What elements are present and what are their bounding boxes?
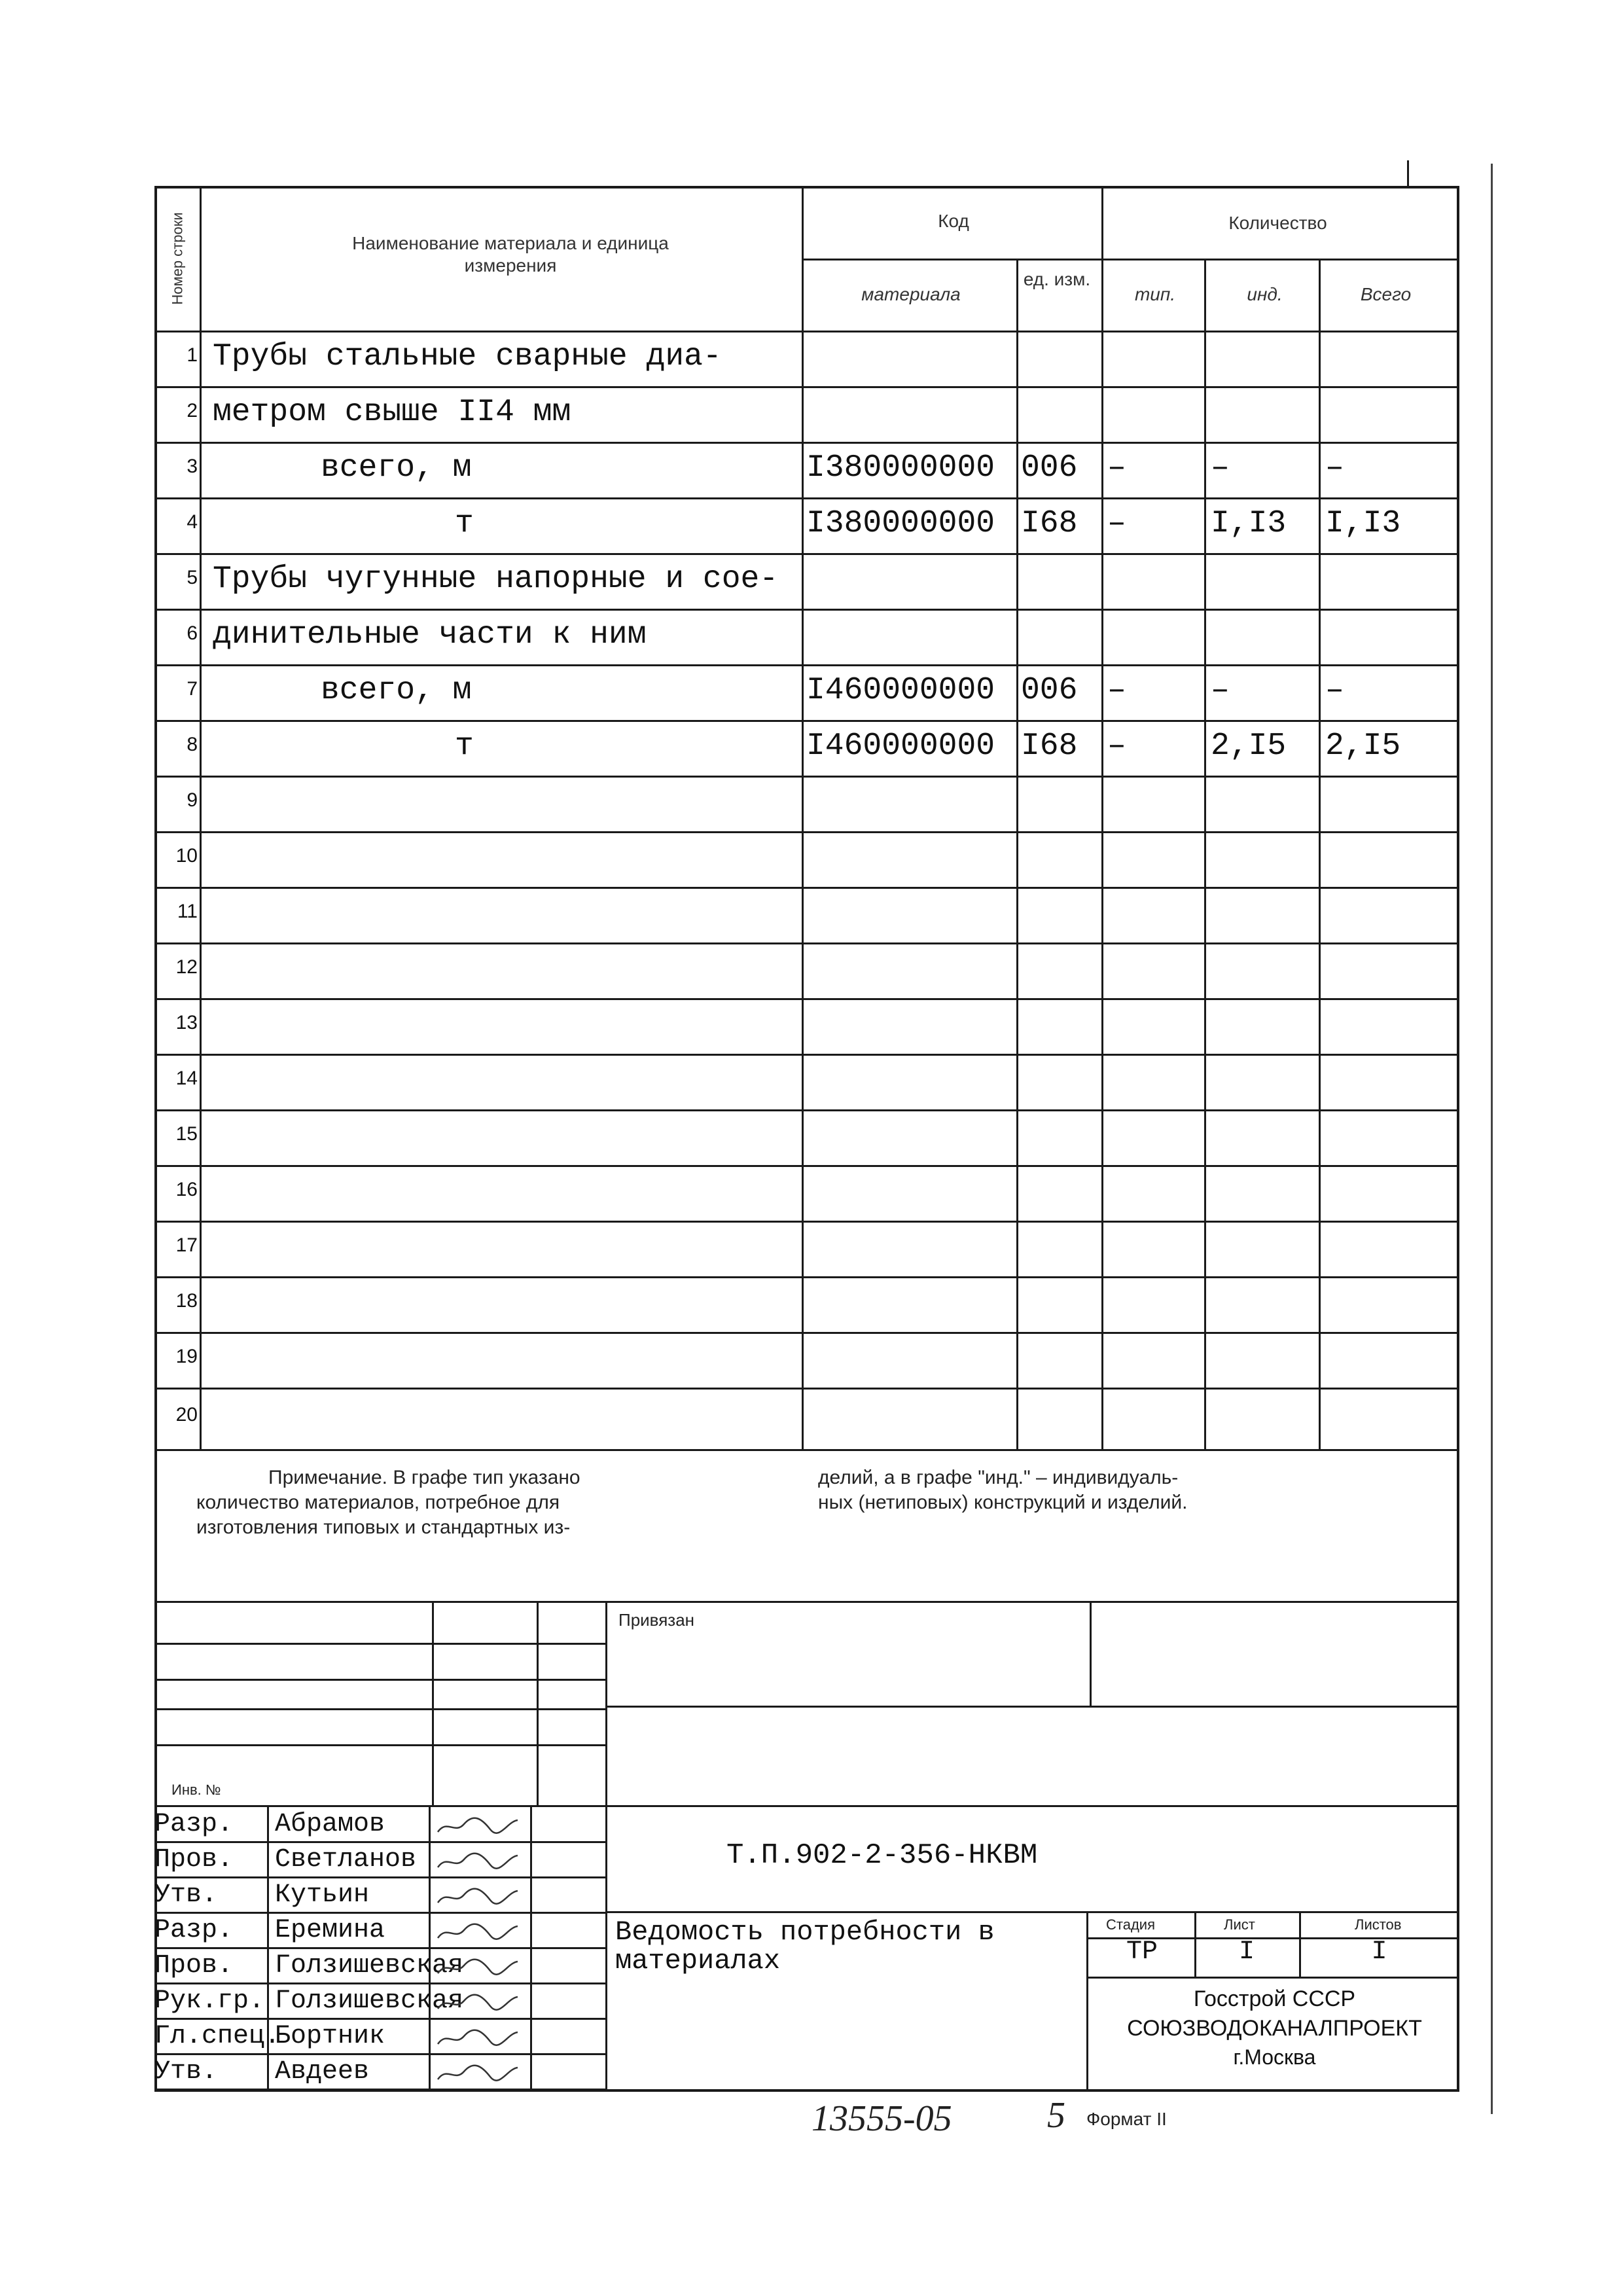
row-divider: [154, 1165, 1459, 1167]
handwritten-signature: [435, 1956, 520, 1979]
stamp-v-2: [537, 1601, 539, 1805]
col-line-6: [1319, 259, 1321, 1449]
qty-typ: –: [1107, 505, 1126, 541]
header-mid-line: [802, 259, 1459, 260]
row-divider: [154, 609, 1459, 611]
right-margin-line: [1491, 164, 1493, 2114]
stamp-top-line: [154, 1601, 1459, 1603]
row-divider: [154, 1221, 1459, 1223]
handwritten-signature: [435, 1850, 520, 1873]
unit-code: 006: [1021, 672, 1078, 708]
signature-person: Голзишевская: [275, 1986, 464, 2016]
row-number: 19: [175, 1345, 198, 1367]
signature-row-divider: [154, 2018, 606, 2020]
header-row-no: Номер строки: [169, 212, 187, 305]
qty-all: –: [1325, 450, 1344, 486]
handwritten-signature: [435, 1886, 520, 1908]
stamp-v-1: [432, 1601, 434, 1805]
stamp-h-f: [154, 1805, 1459, 1807]
row-number: 7: [187, 677, 198, 700]
row-number: 10: [175, 844, 198, 867]
header-qty-all: Всего: [1360, 284, 1412, 304]
signature-role: Разр.: [154, 1810, 234, 1839]
qty-typ: –: [1107, 450, 1126, 486]
row-number: 16: [175, 1178, 198, 1200]
qty-all: 2,I5: [1325, 728, 1401, 764]
row-divider: [154, 386, 1459, 388]
signature-row-divider: [154, 1912, 606, 1914]
sheet-value: I: [1238, 1937, 1255, 1967]
material-code: I380000000: [806, 450, 995, 486]
row-number: 12: [175, 956, 198, 978]
row-number: 2: [187, 399, 198, 422]
signature-role: Утв.: [154, 2057, 218, 2087]
org-line-2: СОЮЗВОДОКАНАЛПРОЕКТ: [1127, 2016, 1422, 2041]
signature-person: Кутьин: [275, 1880, 370, 1910]
material-code: I460000000: [806, 672, 995, 708]
header-qty-group: Количество: [1228, 213, 1327, 233]
qty-typ: –: [1107, 728, 1126, 764]
stamp-h-b: [154, 1679, 606, 1681]
unit-code: 006: [1021, 450, 1078, 486]
header-code-material: материала: [861, 284, 961, 304]
material-code: I380000000: [806, 505, 995, 541]
material-name: т: [455, 728, 474, 764]
note-left-1: Примечание. В графе тип указано: [268, 1467, 580, 1488]
signature-row-divider: [154, 1876, 606, 1878]
qty-ind: –: [1211, 450, 1230, 486]
row-number: 1: [187, 344, 198, 366]
row-divider: [154, 776, 1459, 778]
signature-role: Гл.спец.: [154, 2022, 281, 2051]
signature-role: Рук.гр.: [154, 1986, 265, 2016]
top-tick: [1407, 160, 1409, 187]
stamp-h-a: [154, 1643, 606, 1645]
row-divider: [154, 831, 1459, 833]
org-line-1: Госстрой СССР: [1193, 1986, 1356, 2011]
note-left-2: количество материалов, потребное для: [196, 1492, 560, 1513]
stamp-h-e: [154, 1744, 606, 1746]
col-line-5: [1204, 259, 1206, 1449]
col-line-3: [1016, 259, 1018, 1449]
note-right-2: ных (нетиповых) конструкций и изделий.: [818, 1492, 1188, 1513]
code-bottom-line: [605, 1911, 1459, 1913]
stamp-v-4: [1090, 1601, 1092, 1706]
qty-ind: –: [1211, 672, 1230, 708]
row-number: 14: [175, 1067, 198, 1089]
handwritten-signature: [435, 2027, 520, 2049]
handwritten-signature: [435, 1992, 520, 2014]
material-name: всего, м: [321, 450, 472, 486]
inv-no-label: Инв. №: [171, 1782, 221, 1798]
org-line-3: г.Москва: [1233, 2045, 1316, 2069]
signature-row-divider: [154, 1947, 606, 1949]
header-name-col: Наименование материала и единица измерения: [352, 233, 669, 276]
row-divider: [154, 664, 1459, 666]
material-code: I460000000: [806, 728, 995, 764]
row-number: 18: [175, 1289, 198, 1312]
row-divider: [154, 942, 1459, 944]
row-divider: [154, 497, 1459, 499]
row-divider: [154, 1109, 1459, 1111]
qty-all: –: [1325, 672, 1344, 708]
qty-typ: –: [1107, 672, 1126, 708]
signature-person: Голзишевская: [275, 1951, 464, 1981]
header-qty-ind: инд.: [1247, 284, 1283, 304]
material-name: метром свыше II4 мм: [213, 394, 571, 430]
row-divider: [154, 1388, 1459, 1390]
row-divider: [154, 1276, 1459, 1278]
material-name: всего, м: [321, 672, 472, 708]
row-divider: [154, 887, 1459, 889]
stamp-h-c: [154, 1708, 606, 1710]
signature-row-divider: [154, 1841, 606, 1843]
header-bottom-line: [154, 331, 1459, 332]
row-number: 3: [187, 455, 198, 477]
signature-row-divider: [154, 2053, 606, 2055]
signature-row-divider: [154, 1982, 606, 1984]
row-number: 5: [187, 566, 198, 588]
note-left-3: изготовления типовых и стандартных из-: [196, 1516, 571, 1538]
doc-code: Т.П.902-2-356-НКВМ: [726, 1839, 1038, 1872]
material-name: Трубы чугунные напорные и сое-: [213, 561, 779, 597]
row-number: 15: [175, 1122, 198, 1145]
sheets-label: Листов: [1355, 1916, 1402, 1933]
signature-row-divider: [154, 2089, 606, 2090]
col-line-1: [200, 186, 202, 1449]
signature-role: Пров.: [154, 1951, 234, 1981]
qty-all: I,I3: [1325, 505, 1401, 541]
archive-number: 13555-05: [812, 2098, 952, 2139]
stage-h-2: [1086, 1977, 1459, 1979]
note-right-1: делий, а в графе "инд." – индивидуаль-: [818, 1467, 1179, 1488]
sheet-label: Лист: [1224, 1916, 1255, 1933]
privyazan-label: Привязан: [618, 1610, 695, 1630]
signature-person: Абрамов: [275, 1810, 385, 1839]
row-number: 9: [187, 789, 198, 811]
format-label: Формат II: [1086, 2109, 1167, 2129]
stage-label: Стадия: [1106, 1916, 1155, 1933]
col-line-2: [802, 186, 804, 1449]
row-number: 6: [187, 622, 198, 644]
row-number: 11: [177, 900, 198, 922]
handwritten-signature: [435, 2062, 520, 2085]
signature-person: Бортник: [275, 2022, 385, 2051]
material-name: Трубы стальные сварные диа-: [213, 338, 722, 374]
material-name: т: [455, 505, 474, 541]
header-code-group: Код: [938, 211, 969, 231]
doc-title: Ведомость потребности в материалах: [615, 1916, 995, 1977]
signature-person: Светланов: [275, 1845, 417, 1874]
sheets-value: I: [1371, 1937, 1387, 1967]
stage-value: ТР: [1126, 1937, 1158, 1967]
header-code-unit: ед. изм.: [1023, 269, 1091, 289]
handwritten-signature: [435, 1921, 520, 1943]
signature-role: Утв.: [154, 1880, 218, 1910]
col-line-4: [1101, 186, 1103, 1449]
signature-person: Авдеев: [275, 2057, 370, 2087]
row-divider: [154, 442, 1459, 444]
row-divider: [154, 553, 1459, 555]
row-number: 13: [175, 1011, 198, 1033]
row-divider: [154, 720, 1459, 722]
qty-ind: I,I3: [1211, 505, 1287, 541]
stamp-h-d: [605, 1706, 1459, 1708]
material-name: динительные части к ним: [213, 617, 647, 653]
signature-role: Разр.: [154, 1916, 234, 1945]
handwritten-signature: [435, 1815, 520, 1837]
qty-ind: 2,I5: [1211, 728, 1287, 764]
row-number: 17: [175, 1234, 198, 1256]
signature-person: Еремина: [275, 1916, 385, 1945]
sheet-mark: 5: [1047, 2095, 1065, 2136]
note-top-line: [154, 1449, 1459, 1451]
row-number: 4: [187, 511, 198, 533]
row-number: 20: [175, 1404, 198, 1426]
row-divider: [154, 998, 1459, 1000]
unit-code: I68: [1021, 728, 1078, 764]
header-qty-typ: тип.: [1134, 284, 1176, 304]
row-divider: [154, 1054, 1459, 1056]
row-divider: [154, 1332, 1459, 1334]
row-number: 8: [187, 733, 198, 755]
unit-code: I68: [1021, 505, 1078, 541]
signature-role: Пров.: [154, 1845, 234, 1874]
